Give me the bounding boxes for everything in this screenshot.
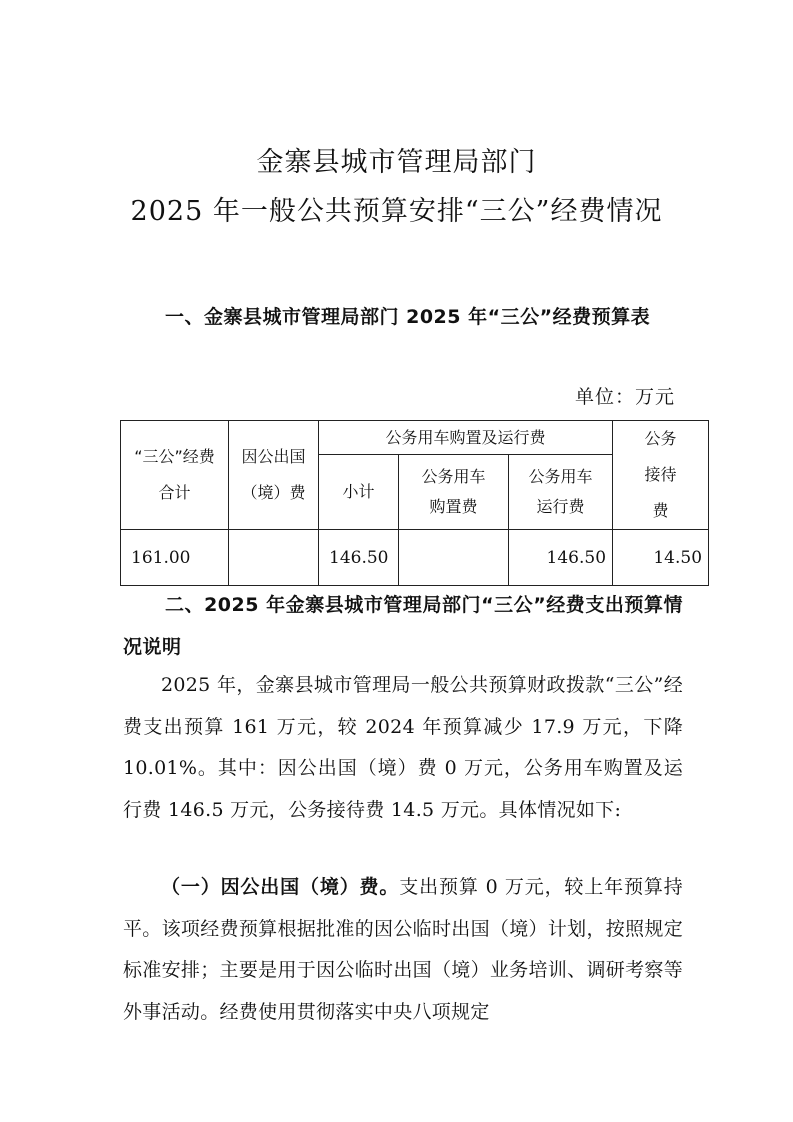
- document-title-line1: 金寨县城市管理局部门: [256, 147, 537, 178]
- header-vehicle-group: 公务用车购置及运行费: [319, 421, 613, 455]
- cell-vehicle-purchase: [399, 530, 509, 586]
- header-vehicle-purchase: 公务用车购置费: [399, 455, 509, 530]
- header-overseas: 因公出国（境）费: [229, 421, 319, 530]
- header-subtotal: 小计: [319, 455, 399, 530]
- table-unit-label: 单位：万元: [574, 386, 675, 408]
- header-vehicle-operation: 公务用车运行费: [509, 455, 613, 530]
- cell-subtotal: 146.50: [319, 530, 399, 586]
- cell-reception: 14.50: [613, 530, 709, 586]
- cell-vehicle-operation: 146.50: [509, 530, 613, 586]
- paragraph-summary: 2025 年，金寨县城市管理局一般公共预算财政拨款“三公”经费支出预算 161 万元，较 2024 年预算减少 17.9 万元，下降 10.01%。其中：因公出国（境）费 0 万元，公务用车购置及运行费 146.5 万元，公务接待费 14.5 万元。具体情况如下:: [123, 674, 683, 821]
- section2-heading: 二、2025 年金寨县城市管理局部门“三公”经费支出预算情况说明: [123, 594, 683, 658]
- cell-total: 161.00: [121, 530, 229, 586]
- section1-heading: 一、金寨县城市管理局部门 2025 年“三公”经费预算表: [165, 306, 651, 328]
- cell-overseas: [229, 530, 319, 586]
- paragraph-overseas-lead: （一）因公出国（境）费。: [161, 876, 400, 898]
- header-total: “三公”经费合计: [121, 421, 229, 530]
- document-title-line2: 2025 年一般公共预算安排“三公”经费情况: [130, 196, 663, 227]
- paragraph-overseas-body: 支出预算 0 万元，较上年预算持平。该项经费预算根据批准的因公临时出国（境）计划，按照规定标准安排；主要是用于因公临时出国（境）业务培训、调研考察等外事活动。经费使用贯彻落实中央八项规定: [123, 876, 683, 1023]
- header-reception: 公务接待费: [613, 421, 709, 530]
- three-public-expenses-table: [120, 420, 709, 586]
- paragraph-overseas-expenses: [123, 867, 683, 1033]
